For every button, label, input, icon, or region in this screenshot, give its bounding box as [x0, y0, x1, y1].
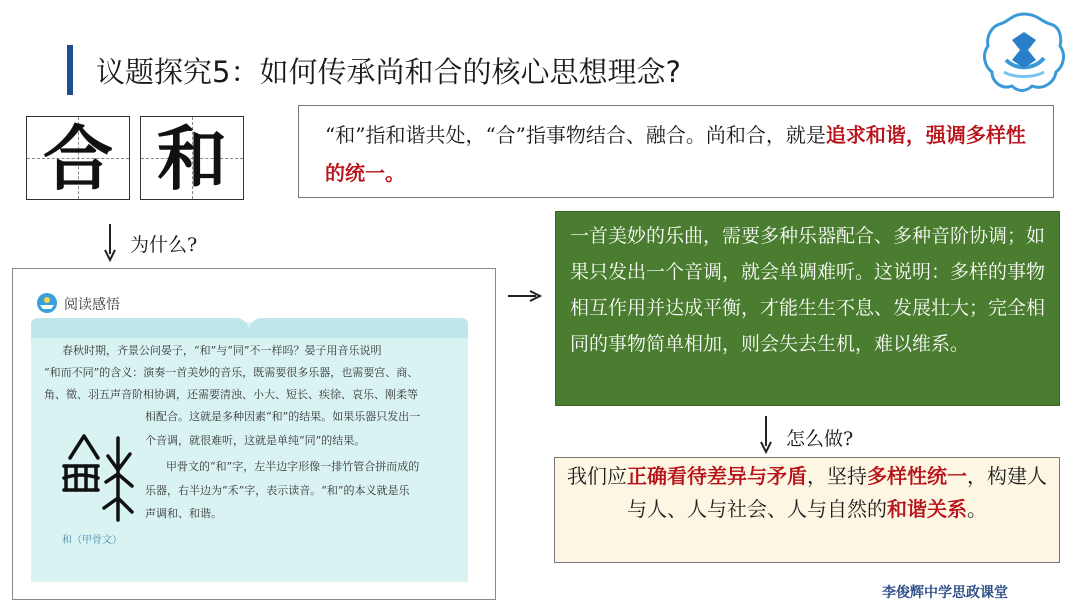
answer-text: 我们应: [567, 464, 627, 488]
reading-line: 个音调，就很难听，这就是单纯“同”的结果。: [145, 434, 366, 447]
answer-highlight: 正确看待差异与矛盾: [627, 464, 807, 488]
reading-line: 角、徵、羽五声音阶相协调，还需要清浊、小大、短长、疾徐、哀乐、刚柔等: [44, 388, 418, 401]
right-arrow-icon: [506, 288, 542, 304]
reading-title: 阅读感悟: [64, 297, 120, 313]
answer-highlight: 多样性统一: [867, 464, 967, 488]
school-logo-icon: [982, 10, 1066, 94]
definition-text: “和”指和谐共处，“合”指事物结合、融合。尚和合，就是: [325, 123, 826, 147]
reading-line: 甲骨文的“和”字，左半边字形像一排竹管合拼而成的: [166, 460, 420, 473]
footer-signature: 李俊辉中学思政课堂: [882, 585, 1008, 601]
glyph-box-he-harmony: [140, 116, 244, 200]
oracle-bone-character-image: [58, 430, 142, 526]
reading-tab-shape: [31, 314, 468, 338]
glyph-box-he-combine: [26, 116, 130, 200]
page-title: 议题探究5：如何传承尚和合的核心思想理念?: [96, 55, 681, 89]
answer-text: ，坚持: [807, 464, 867, 488]
definition-box: [298, 105, 1054, 198]
glyph-he-combine: 合: [43, 117, 113, 200]
reading-line: 春秋时期，齐景公问晏子，“和”与“同”不一样吗？晏子用音乐说明: [62, 344, 382, 357]
reading-line: “和而不同”的含义：演奏一首美妙的音乐，既需要很多乐器，也需要宫、商、: [44, 366, 419, 379]
answer-highlight: 和谐关系: [887, 497, 967, 521]
answer-box: [554, 457, 1060, 563]
down-arrow-icon: [758, 414, 774, 454]
reading-line: 声调和、和谐。: [145, 507, 222, 520]
sun-boat-icon: [36, 292, 58, 314]
answer-text: 。: [967, 497, 987, 521]
how-label: 怎么做?: [786, 428, 854, 450]
reading-line: 乐器，右半边为“禾”字，表示读音。“和”的本义就是乐: [145, 484, 410, 497]
answer-text: ，构建人与人、人与社会、人与自然的: [627, 464, 1047, 521]
explanation-box: 一首美妙的乐曲，需要多种乐器配合、多种音阶协调；如果只发出一个音调，就会单调难听。这说明：多样的事物相互作用并达成平衡，才能生生不息、发展壮大；完全相同的事物简单相加，则会失去生机，难以维系。: [555, 211, 1060, 406]
definition-highlight: 追求和谐，强调多样性的统一。: [325, 123, 1026, 185]
why-label: 为什么?: [130, 234, 198, 256]
glyph-he-harmony: 和: [157, 117, 227, 200]
reading-line: 相配合。这就是多种因素“和”的结果。如果乐器只发出一: [145, 410, 421, 423]
title-accent-bar: [67, 45, 73, 95]
down-arrow-icon: [102, 222, 118, 262]
oracle-caption: 和（甲骨文）: [62, 535, 122, 546]
